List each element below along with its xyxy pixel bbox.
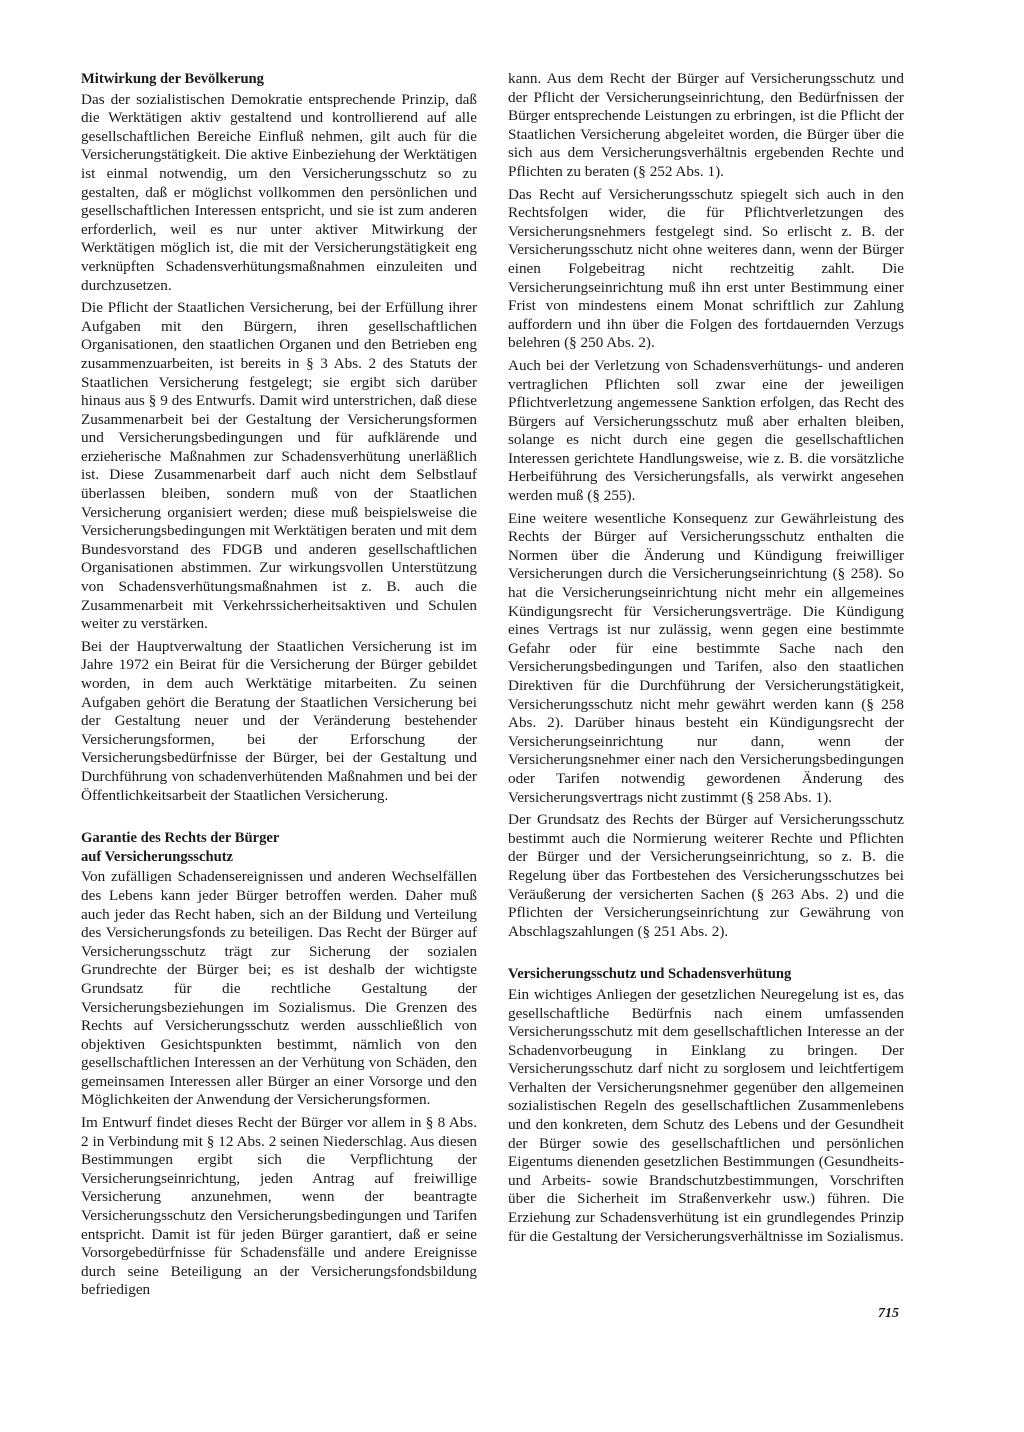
heading-garantie-line1: Garantie des Rechts der Bürger	[81, 830, 280, 847]
paragraph: Auch bei der Verletzung von Schadensverhütungs- und anderen vertraglichen Pflichten soll zwar eine der jeweiligen Pflichtverletzung angemessene Sanktion erfolgen, das Recht des Bürgers auf Versicherungsschutz muß aber erhalten bleiben, solange es nicht durch eine gegen die gesellschaftlichen Interessen gerichtete Handlungsweise, wie z. B. die vorsätzliche Herbeiführung des Versicherungsfalls, als verwirkt angesehen werden muß (§ 255).	[508, 356, 904, 505]
right-column	[508, 70, 904, 1250]
heading-garantie	[81, 829, 477, 866]
heading-schadensverhuetung: Versicherungsschutz und Schadensverhütung	[508, 966, 792, 983]
paragraph: kann. Aus dem Recht der Bürger auf Versicherungsschutz und der Pflicht der Versicherungseinrichtung, den Bedürfnissen der Bürger entsprechende Leistungen zu erbringen, ist die Pflicht der Staatlichen Versicherung abgeleitet worden, die Bürger über die sich aus dem Versicherungsverhältnis ergebenden Rechte und Pflichten zu beraten (§ 252 Abs. 1).	[508, 70, 904, 180]
page-number: 715	[878, 1306, 899, 1321]
paragraph: Die Pflicht der Staatlichen Versicherung, bei der Erfüllung ihrer Aufgaben mit den Bürgern, ihren gesellschaftlichen Organisationen, den staatlichen Organen und den Betrieben eng zusammenzuarbeiten, ist bereits in § 3 Abs. 2 des Statuts der Staatlichen Versicherung festgelegt; sie ergibt sich darüber hinaus aus § 9 des Entwurfs. Damit wird unterstrichen, daß diese Zusammenarbeit bei der Gestaltung der Versicherungsformen und Versicherungsbedingungen und für aufklärende und erzieherische Maßnahmen zur Schadensverhütung unerläßlich ist. Diese Zusammenarbeit darf auch nicht dem Selbstlauf überlassen bleiben, sondern muß von der Staatlichen Versicherung organisiert werden; diese muß beispielsweise die Versicherungsbedingungen mit Werktätigen beraten und mit dem Bundesvorstand des FDGB und anderen gesellschaftlichen Organisationen abstimmen. Zur wirkungsvollen Unterstützung von Schadensverhütungsmaßnahmen ist z. B. auch die Zusammenarbeit mit Verkehrssicherheitsaktiven und Schulen weiter zu verstärken.	[81, 299, 477, 633]
paragraph: Im Entwurf findet dieses Recht der Bürger vor allem in § 8 Abs. 2 in Verbindung mit § 12 Abs. 2 seinen Niederschlag. Aus diesen Bestimmungen ergibt sich die Verpflichtung der Versicherungseinrichtung, jeden Antrag auf freiwillige Versicherung anzunehmen, wenn der beantragte Versicherungsschutz den Versicherungsbedingungen und Tarifen entspricht. Damit ist für jeden Bürger garantiert, daß er seine Vorsorgebedürfnisse für Schadensfälle und andere Ereignisse durch seine Beteiligung an der Versicherungsfondsbildung befriedigen	[81, 1114, 477, 1299]
heading-garantie-line2: auf Versicherungsschutz	[81, 848, 234, 865]
heading-mitwirkung: Mitwirkung der Bevölkerung	[81, 71, 264, 87]
paragraph: Ein wichtiges Anliegen der gesetzlichen Neuregelung ist es, das gesellschaftliche Bedürfnis nach einem umfassenden Versicherungsschutz mit dem gesellschaftlichen Interesse an der Schadenvorbeugung in Einklang zu bringen. Der Versicherungsschutz darf nicht zu sorglosem und leichtfertigem Verhalten der Versicherungsnehmer gegenüber den allgemeinen sozialistischen Regeln des gesellschaftlichen Zusammenlebens und den konkreten, dem Schutz des Lebens und der Gesundheit der Bürger sowie des gesellschaftlichen und persönlichen Eigentums dienenden gesetzlichen Bestimmungen (Gesundheits- und Arbeits- sowie Brandschutzbestimmungen, Vorschriften über die Sicherheit im Straßenverkehr usw.) führen. Die Erziehung zur Schadensverhütung ist ein grundlegendes Prinzip für die Gestaltung der Versicherungsverhältnisse im Sozialismus.	[508, 985, 904, 1245]
paragraph: Von zufälligen Schadensereignissen und anderen Wechselfällen des Lebens kann jeder Bürger betroffen werden. Daher muß auch jeder das Recht haben, sich an der Bildung und Verteilung des Versicherungsfonds zu beteiligen. Das Recht der Bürger auf Versicherungsschutz trägt zur Sicherung der sozialen Grundrechte der Bürger bei; es ist deshalb der wichtigste Grundsatz für die rechtliche Gestaltung der Versicherungsbeziehungen im Sozialismus. Die Grenzen des Rechts auf Versicherungsschutz werden ausschließlich von objektiven Gesichtspunkten bestimmt, nämlich von den gesellschaftlichen Interessen an der Verhütung von Schäden, den gemeinsamen Interessen aller Bürger an einer Vorsorge und den Möglichkeiten der Anwendung der Versicherungsformen.	[81, 868, 477, 1109]
paragraph: Das Recht auf Versicherungsschutz spiegelt sich auch in den Rechtsfolgen wider, die für Pflichtverletzungen des Versicherungsnehmers festgelegt sind. So erlischt z. B. der Versicherungsschutz nicht ohne weiteres dann, wenn der Bürger einen Folgebeitrag nicht rechtzeitig zahlt. Die Versicherungseinrichtung muß ihn erst unter Bestimmung einer Frist von mindestens einem Monat schriftlich zur Zahlung auffordern und ihn über die Folgen des fortdauernden Verzugs belehren (§ 250 Abs. 2).	[508, 185, 904, 352]
paragraph: Der Grundsatz des Rechts der Bürger auf Versicherungsschutz bestimmt auch die Normierung weiterer Rechte und Pflichten der Bürger und der Versicherungseinrichtung, so z. B. die Regelung über das Fortbestehen des Versicherungsschutzes bei Veräußerung der versicherten Sachen (§ 263 Abs. 2) und die Pflichten der Versicherungseinrichtung zur Gewährung von Abschlagszahlungen (§ 251 Abs. 2).	[508, 811, 904, 940]
paragraph: Eine weitere wesentliche Konsequenz zur Gewährleistung des Rechts der Bürger auf Versicherungsschutz enthalten die Normen über die Änderung und Kündigung freiwilliger Versicherungen durch die Versicherungseinrichtung (§ 258). So hat die Versicherungseinrichtung nicht mehr ein allgemeines Kündigungsrecht für Versicherungsverträge. Die Kündigung eines Vertrags ist nur zulässig, wenn gegen eine bestimmte Gefahr oder für eine bestimmte Sache nach den Versicherungsbedingungen und Tarifen, also den staatlichen Direktiven für die Durchführung der Versicherungstätigkeit, Versicherungsschutz nicht mehr gewährt werden kann (§ 258 Abs. 2). Darüber hinaus besteht ein Kündigungsrecht der Versicherungseinrichtung nur dann, wenn der Versicherungsnehmer einer nach den Versicherungsbedingungen oder Tarifen notwendig gewordenen Änderung des Versicherungsvertrags nicht zustimmt (§ 258 Abs. 1).	[508, 509, 904, 806]
paragraph: Das der sozialistischen Demokratie entsprechende Prinzip, daß die Werktätigen aktiv gestaltend und kontrollierend auf alle gesellschaftlichen Bereiche Einfluß nehmen, gilt auch für die Versicherungstätigkeit. Die aktive Einbeziehung der Werktätigen ist einmal notwendig, um den Versicherungsschutz so zu gestalten, daß er möglichst vollkommen den persönlichen und gesellschaftlichen Interessen entspricht, und sie ist zum anderen erforderlich, weil es nur unter aktiver Mitwirkung der Werktätigen möglich ist, die mit der Versicherungstätigkeit eng verknüpften Schadensverhütungsmaßnahmen einzuleiten und durchzusetzen.	[81, 90, 477, 294]
left-column	[81, 70, 477, 1304]
paragraph: Bei der Hauptverwaltung der Staatlichen Versicherung ist im Jahre 1972 ein Beirat für die Versicherung der Bürger gebildet worden, in dem auch Werktätige mitarbeiten. Zu seinen Aufgaben gehört die Beratung der Staatlichen Versicherung bei der Gestaltung neuer und der Veränderung bestehender Versicherungsformen, bei der Erforschung der Versicherungsbedürfnisse der Bürger, bei der Gestaltung und Durchführung von schadenverhütenden Maßnahmen und bei der Öffentlichkeitsarbeit der Staatlichen Versicherung.	[81, 637, 477, 804]
